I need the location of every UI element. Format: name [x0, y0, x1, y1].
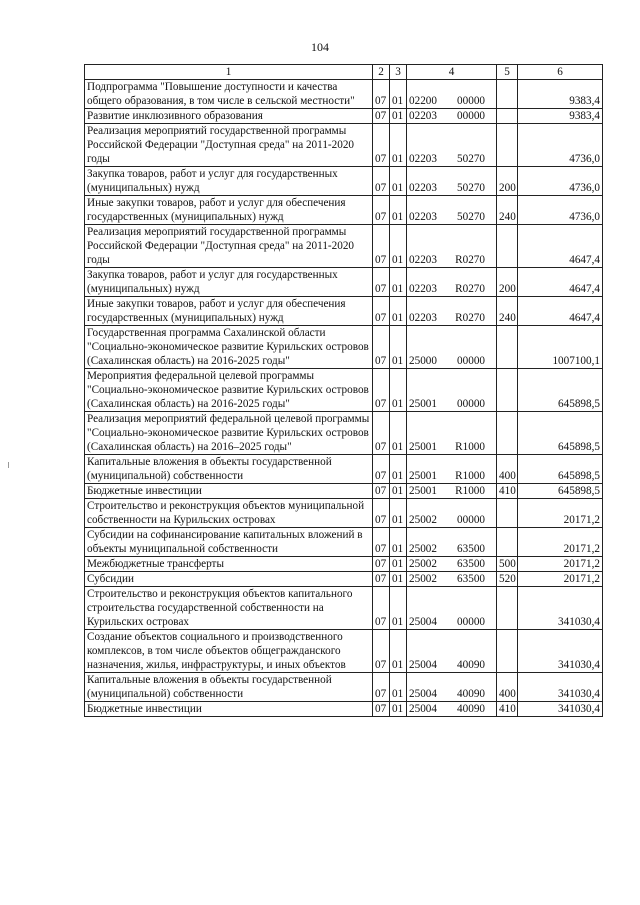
row-name: Иные закупки товаров, работ и услуг для обеспечения государственных (муниципальных) нужд	[85, 196, 373, 225]
article-code-part-2: 50270	[457, 211, 485, 223]
amount: 20171,2	[518, 557, 603, 572]
article-code-part-1: 25002	[409, 558, 437, 570]
column-header: 6	[518, 65, 603, 80]
column-header: 1	[85, 65, 373, 80]
target-article-code	[407, 484, 497, 499]
article-code-part-2: 63500	[457, 573, 485, 585]
article-code-part-1: 25002	[409, 514, 437, 526]
section-code: 07	[373, 499, 390, 528]
amount: 4736,0	[518, 196, 603, 225]
expense-type-code	[497, 412, 518, 455]
section-code: 07	[373, 80, 390, 109]
subsection-code: 01	[390, 484, 407, 499]
row-name: Строительство и реконструкция объектов муниципальной собственности на Курильских островах	[85, 499, 373, 528]
target-article-code	[407, 557, 497, 572]
row-name: Создание объектов социального и производственного комплексов, в том числе объектов общегражданского назначения, жилья, инфраструктуры, и иных объектов	[85, 630, 373, 673]
subsection-code: 01	[390, 673, 407, 702]
article-code-part-1: 02203	[409, 110, 437, 122]
article-code-part-1: 02203	[409, 283, 437, 295]
subsection-code: 01	[390, 587, 407, 630]
table-row	[85, 455, 603, 484]
scan-mark	[8, 462, 9, 468]
article-code-part-1: 25004	[409, 659, 437, 671]
expense-type-code	[497, 124, 518, 167]
subsection-code: 01	[390, 702, 407, 717]
section-code: 07	[373, 326, 390, 369]
subsection-code: 01	[390, 455, 407, 484]
amount: 1007100,1	[518, 326, 603, 369]
section-code: 07	[373, 702, 390, 717]
article-code-part-1: 25001	[409, 398, 437, 410]
row-name: Реализация мероприятий федеральной целевой программы "Социально-экономическое развитие Курильских островов (Сахалинская область) на 2016–2025 годы"	[85, 412, 373, 455]
expense-type-code	[497, 499, 518, 528]
amount: 20171,2	[518, 528, 603, 557]
subsection-code: 01	[390, 167, 407, 196]
subsection-code: 01	[390, 297, 407, 326]
budget-table	[84, 64, 603, 717]
article-code-part-1: 25001	[409, 485, 437, 497]
article-code-part-1: 25004	[409, 616, 437, 628]
row-name: Субсидии	[85, 572, 373, 587]
article-code-part-1: 25000	[409, 355, 437, 367]
target-article-code	[407, 630, 497, 673]
section-code: 07	[373, 225, 390, 268]
article-code-part-1: 02203	[409, 312, 437, 324]
amount: 4736,0	[518, 167, 603, 196]
row-name: Мероприятия федеральной целевой программы "Социально-экономическое развитие Курильских островов (Сахалинская область) на 2016-2025 годы"	[85, 369, 373, 412]
table-row	[85, 630, 603, 673]
article-code-part-1: 25004	[409, 688, 437, 700]
row-name: Иные закупки товаров, работ и услуг для обеспечения государственных (муниципальных) нужд	[85, 297, 373, 326]
amount: 645898,5	[518, 412, 603, 455]
expense-type-code: 400	[497, 455, 518, 484]
subsection-code: 01	[390, 412, 407, 455]
section-code: 07	[373, 630, 390, 673]
article-code-part-1: 02200	[409, 95, 437, 107]
column-header: 2	[373, 65, 390, 80]
subsection-code: 01	[390, 630, 407, 673]
article-code-part-1: 25004	[409, 703, 437, 715]
amount: 341030,4	[518, 702, 603, 717]
expense-type-code	[497, 587, 518, 630]
section-code: 07	[373, 572, 390, 587]
table-row	[85, 369, 603, 412]
page-number: 104	[311, 40, 329, 54]
article-code-part-1: 25001	[409, 470, 437, 482]
expense-type-code: 240	[497, 297, 518, 326]
row-name: Бюджетные инвестиции	[85, 702, 373, 717]
subsection-code: 01	[390, 557, 407, 572]
table-row	[85, 412, 603, 455]
target-article-code	[407, 268, 497, 297]
amount: 645898,5	[518, 369, 603, 412]
subsection-code: 01	[390, 196, 407, 225]
subsection-code: 01	[390, 80, 407, 109]
expense-type-code	[497, 369, 518, 412]
article-code-part-2: R0270	[455, 254, 485, 266]
table-row	[85, 124, 603, 167]
table-row	[85, 196, 603, 225]
table-row	[85, 484, 603, 499]
section-code: 07	[373, 455, 390, 484]
table-row	[85, 225, 603, 268]
article-code-part-1: 02203	[409, 182, 437, 194]
amount: 9383,4	[518, 109, 603, 124]
article-code-part-2: 40090	[457, 659, 485, 671]
section-code: 07	[373, 484, 390, 499]
section-code: 07	[373, 528, 390, 557]
table-row	[85, 167, 603, 196]
amount: 341030,4	[518, 673, 603, 702]
row-name: Закупка товаров, работ и услуг для государственных (муниципальных) нужд	[85, 268, 373, 297]
amount: 4647,4	[518, 297, 603, 326]
target-article-code	[407, 297, 497, 326]
table-row	[85, 80, 603, 109]
article-code-part-2: 00000	[457, 616, 485, 628]
amount: 341030,4	[518, 587, 603, 630]
table-row	[85, 587, 603, 630]
table-row	[85, 557, 603, 572]
table-row	[85, 702, 603, 717]
article-code-part-2: 50270	[457, 182, 485, 194]
target-article-code	[407, 326, 497, 369]
table-row	[85, 268, 603, 297]
expense-type-code: 520	[497, 572, 518, 587]
row-name: Подпрограмма "Повышение доступности и качества общего образования, в том числе в сельской местности"	[85, 80, 373, 109]
section-code: 07	[373, 268, 390, 297]
article-code-part-2: R0270	[455, 312, 485, 324]
subsection-code: 01	[390, 528, 407, 557]
expense-type-code: 400	[497, 673, 518, 702]
expense-type-code	[497, 528, 518, 557]
table-row	[85, 499, 603, 528]
article-code-part-2: 00000	[457, 398, 485, 410]
subsection-code: 01	[390, 124, 407, 167]
subsection-code: 01	[390, 499, 407, 528]
expense-type-code	[497, 630, 518, 673]
expense-type-code	[497, 326, 518, 369]
table-row	[85, 528, 603, 557]
row-name: Государственная программа Сахалинской области "Социально-экономическое развитие Курильских островов (Сахалинская область) на 2016-2025 годы"	[85, 326, 373, 369]
row-name: Строительство и реконструкция объектов капитального строительства государственной собственности на Курильских островах	[85, 587, 373, 630]
target-article-code	[407, 369, 497, 412]
amount: 645898,5	[518, 484, 603, 499]
article-code-part-2: R0270	[455, 283, 485, 295]
section-code: 07	[373, 369, 390, 412]
article-code-part-1: 02203	[409, 153, 437, 165]
article-code-part-2: 40090	[457, 703, 485, 715]
section-code: 07	[373, 557, 390, 572]
section-code: 07	[373, 167, 390, 196]
table-header-row	[85, 65, 603, 80]
amount: 4736,0	[518, 124, 603, 167]
amount: 341030,4	[518, 630, 603, 673]
row-name: Капитальные вложения в объекты государственной (муниципальной) собственности	[85, 455, 373, 484]
article-code-part-2: 63500	[457, 543, 485, 555]
row-name: Субсидии на софинансирование капитальных вложений в объекты муниципальной собственности	[85, 528, 373, 557]
table-row	[85, 326, 603, 369]
section-code: 07	[373, 196, 390, 225]
expense-type-code: 240	[497, 196, 518, 225]
target-article-code	[407, 225, 497, 268]
section-code: 07	[373, 124, 390, 167]
row-name: Межбюджетные трансферты	[85, 557, 373, 572]
amount: 9383,4	[518, 80, 603, 109]
row-name: Капитальные вложения в объекты государственной (муниципальной) собственности	[85, 673, 373, 702]
section-code: 07	[373, 587, 390, 630]
article-code-part-1: 25002	[409, 543, 437, 555]
subsection-code: 01	[390, 109, 407, 124]
article-code-part-1: 02203	[409, 254, 437, 266]
amount: 645898,5	[518, 455, 603, 484]
section-code: 07	[373, 297, 390, 326]
target-article-code	[407, 124, 497, 167]
article-code-part-1: 25001	[409, 441, 437, 453]
row-name: Реализация мероприятий государственной программы Российской Федерации "Доступная среда" на 2011-2020 годы	[85, 225, 373, 268]
subsection-code: 01	[390, 225, 407, 268]
table-row	[85, 572, 603, 587]
target-article-code	[407, 702, 497, 717]
article-code-part-2: 00000	[457, 110, 485, 122]
amount: 20171,2	[518, 572, 603, 587]
article-code-part-1: 02203	[409, 211, 437, 223]
target-article-code	[407, 572, 497, 587]
article-code-part-2: 00000	[457, 95, 485, 107]
target-article-code	[407, 412, 497, 455]
table-row	[85, 297, 603, 326]
article-code-part-1: 25002	[409, 573, 437, 585]
article-code-part-2: 00000	[457, 355, 485, 367]
amount: 4647,4	[518, 225, 603, 268]
column-header: 5	[497, 65, 518, 80]
column-header: 4	[407, 65, 497, 80]
subsection-code: 01	[390, 572, 407, 587]
article-code-part-2: 40090	[457, 688, 485, 700]
table-row	[85, 673, 603, 702]
target-article-code	[407, 109, 497, 124]
target-article-code	[407, 587, 497, 630]
target-article-code	[407, 196, 497, 225]
subsection-code: 01	[390, 369, 407, 412]
target-article-code	[407, 499, 497, 528]
section-code: 07	[373, 109, 390, 124]
section-code: 07	[373, 673, 390, 702]
row-name: Реализация мероприятий государственной программы Российской Федерации "Доступная среда" на 2011-2020 годы	[85, 124, 373, 167]
article-code-part-2: R1000	[455, 470, 485, 482]
article-code-part-2: R1000	[455, 441, 485, 453]
article-code-part-2: 00000	[457, 514, 485, 526]
target-article-code	[407, 80, 497, 109]
expense-type-code: 410	[497, 702, 518, 717]
amount: 20171,2	[518, 499, 603, 528]
expense-type-code	[497, 109, 518, 124]
amount: 4647,4	[518, 268, 603, 297]
expense-type-code	[497, 80, 518, 109]
section-code: 07	[373, 412, 390, 455]
article-code-part-2: 63500	[457, 558, 485, 570]
article-code-part-2: 50270	[457, 153, 485, 165]
article-code-part-2: R1000	[455, 485, 485, 497]
column-header: 3	[390, 65, 407, 80]
table-row	[85, 109, 603, 124]
subsection-code: 01	[390, 326, 407, 369]
target-article-code	[407, 673, 497, 702]
row-name: Развитие инклюзивного образования	[85, 109, 373, 124]
row-name: Бюджетные инвестиции	[85, 484, 373, 499]
row-name: Закупка товаров, работ и услуг для государственных (муниципальных) нужд	[85, 167, 373, 196]
subsection-code: 01	[390, 268, 407, 297]
target-article-code	[407, 167, 497, 196]
target-article-code	[407, 528, 497, 557]
expense-type-code: 500	[497, 557, 518, 572]
expense-type-code: 200	[497, 167, 518, 196]
expense-type-code: 410	[497, 484, 518, 499]
expense-type-code: 200	[497, 268, 518, 297]
target-article-code	[407, 455, 497, 484]
expense-type-code	[497, 225, 518, 268]
